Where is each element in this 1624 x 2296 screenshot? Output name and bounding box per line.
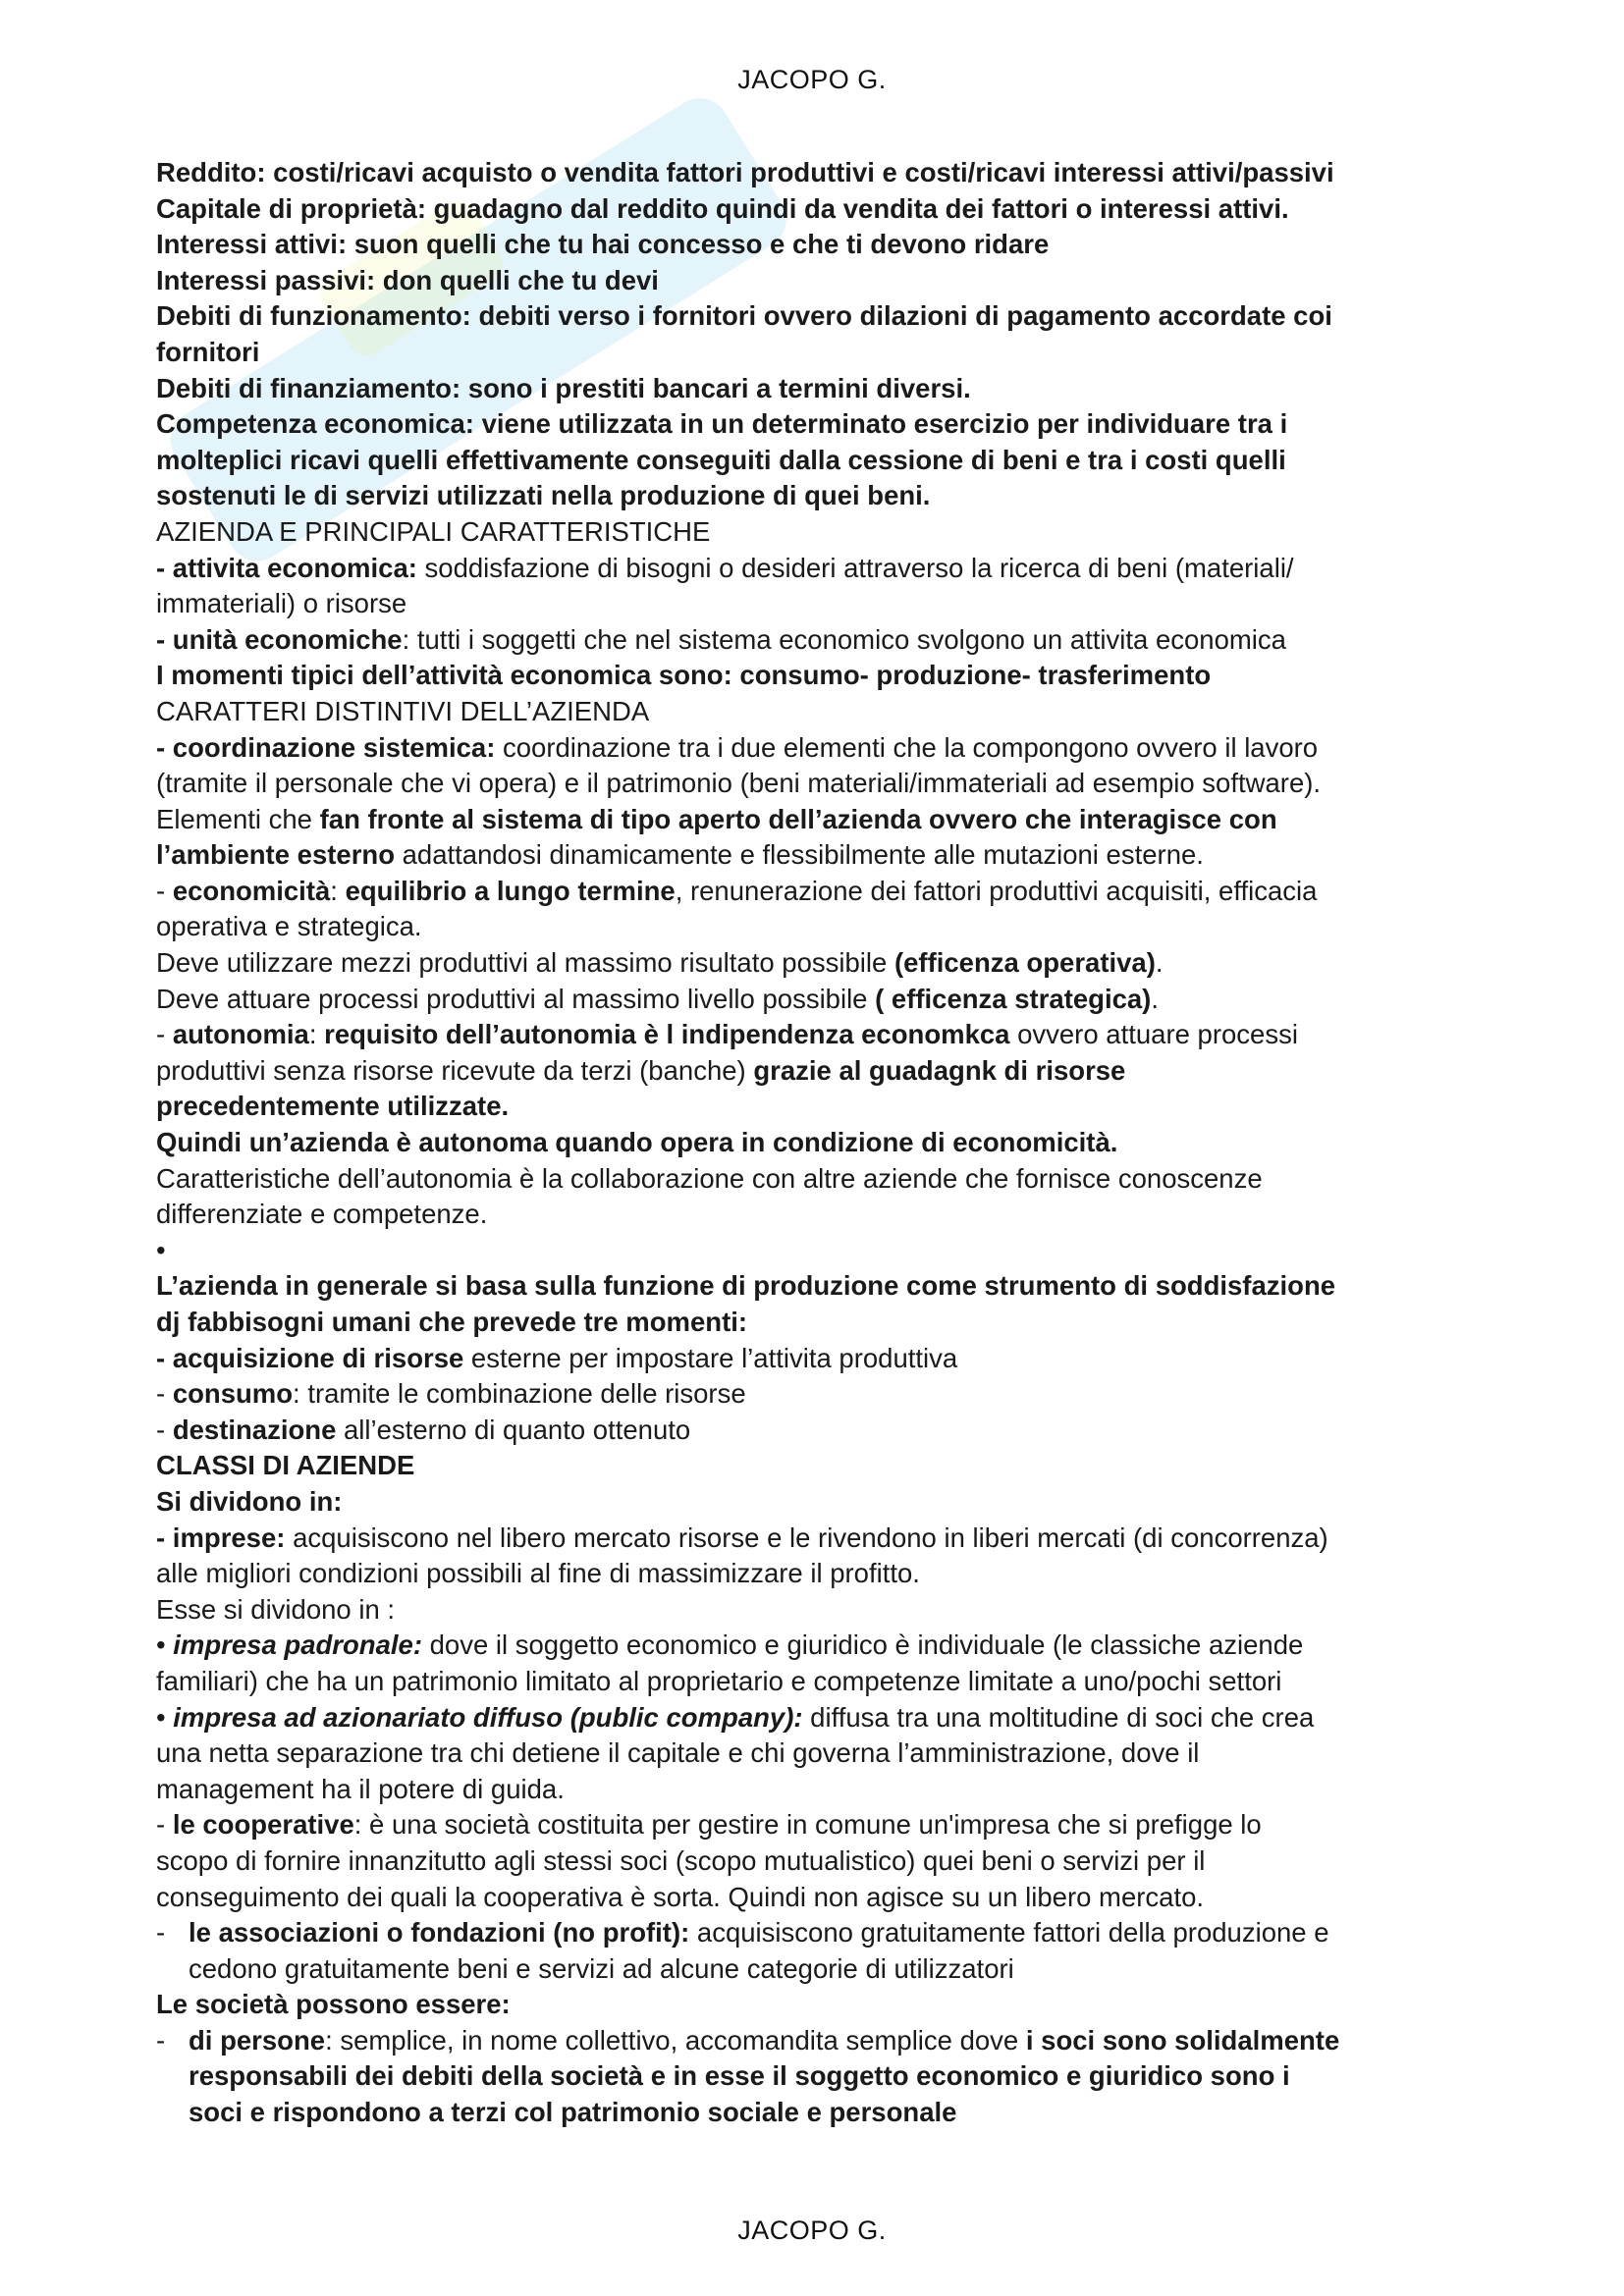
text-segment: - unità economiche	[156, 623, 403, 655]
text-segment: -	[156, 1414, 173, 1445]
text-line	[156, 1664, 1491, 1700]
text-line	[156, 298, 1491, 335]
text-segment: (tramite il personale che vi opera) e il patrimonio (beni materiali/immateriali ad esempio software).	[156, 768, 1322, 799]
text-line	[156, 551, 1491, 587]
text-line	[156, 658, 1491, 694]
text-segment: Le società possono essere:	[156, 1989, 511, 2020]
text-segment: diffusa tra una moltitudine di soci che crea	[802, 1701, 1315, 1733]
text-segment: di persone	[189, 2024, 326, 2056]
text-segment: esterne per impostare l’attivita produttiva	[463, 1342, 958, 1373]
text-segment: : tramite le combinazione delle risorse	[293, 1378, 746, 1410]
text-segment: CLASSI DI AZIENDE	[156, 1450, 415, 1481]
text-segment: (efficenza operativa)	[893, 947, 1156, 979]
text-line	[156, 1807, 1491, 1843]
text-segment: : tutti i soggetti che nel sistema economico svolgono un attivita economica	[402, 623, 1286, 655]
text-segment: - imprese:	[156, 1522, 286, 1553]
text-segment: operativa e strategica.	[156, 911, 422, 942]
text-line	[156, 1735, 1491, 1772]
text-line	[156, 1053, 1491, 1090]
text-segment: molteplici ricavi quelli effettivamente conseguiti dalla cessione di beni e tra i costi quelli	[156, 444, 1286, 475]
text-segment: grazie al guadagnk di risorse	[753, 1054, 1126, 1086]
text-line	[156, 982, 1491, 1018]
text-line	[156, 837, 1491, 874]
text-segment: AZIENDA E PRINCIPALI CARATTERISTICHE	[156, 515, 711, 547]
text-segment: management ha il potere di guida.	[156, 1773, 565, 1804]
text-segment: •	[156, 1701, 174, 1733]
text-segment: conseguimento dei quali la cooperativa è sorta. Quindi non agisce su un libero mercato.	[156, 1881, 1205, 1912]
text-segment: .	[1151, 983, 1159, 1014]
text-segment: differenziate e competenze.	[156, 1199, 488, 1230]
text-segment: precedentemente utilizzate.	[156, 1091, 510, 1122]
text-segment: Si dividono in:	[156, 1485, 343, 1517]
text-line	[156, 1843, 1491, 1880]
text-segment: all’esterno di quanto ottenuto	[336, 1414, 691, 1445]
text-segment: Interessi attivi: suon quelli che tu hai concesso e che ti devono ridare	[156, 229, 1050, 260]
text-line	[156, 155, 1491, 191]
text-segment: familiari) che ha un patrimonio limitato al proprietario e competenze limitate a uno/pochi settori	[156, 1665, 1282, 1696]
page-header: JACOPO G.	[737, 65, 887, 94]
text-line	[156, 1233, 1491, 1269]
text-segment: Elementi che	[156, 803, 320, 834]
text-segment: , renunerazione dei fattori produttivi acquisiti, efficacia	[675, 875, 1318, 906]
text-segment: impresa ad azionariato diffuso (public company):	[173, 1701, 803, 1733]
document-body	[156, 155, 1491, 2131]
page-footer: JACOPO G.	[737, 2216, 887, 2245]
text-line	[156, 335, 1491, 371]
text-segment: Caratteristiche dell’autonomia è la collaborazione con altre aziende che fornisce conoscenze	[156, 1162, 1263, 1194]
text-line	[156, 1125, 1491, 1161]
text-line	[156, 730, 1491, 767]
text-line	[156, 443, 1491, 479]
text-segment: : è una società costituita per gestire in comune un'impresa che si prefigge lo	[353, 1809, 1262, 1841]
text-line	[156, 2023, 1491, 2059]
text-line	[156, 1197, 1491, 1233]
text-segment: Deve attuare processi produttivi al massimo livello possibile	[156, 983, 876, 1014]
text-line	[156, 1592, 1491, 1629]
text-line	[156, 514, 1491, 551]
text-line	[156, 1484, 1491, 1521]
text-segment: Deve utilizzare mezzi produttivi al massimo risultato possibile	[156, 947, 894, 979]
text-segment: sostenuti le di servizi utilizzati nella produzione di quei beni.	[156, 480, 931, 511]
text-segment: Competenza economica: viene utilizzata in un determinato esercizio per individuare tra i	[156, 408, 1288, 440]
text-line	[156, 191, 1491, 228]
text-segment: acquisiscono gratuitamente fattori della produzione e	[689, 1917, 1329, 1949]
text-segment: le associazioni o fondazioni (no profit):	[189, 1917, 690, 1949]
text-segment: soddisfazione di bisogni o desideri attraverso la ricerca di beni (materiali/	[416, 552, 1294, 583]
text-segment: impresa padronale:	[173, 1629, 422, 1661]
text-line	[156, 802, 1491, 838]
text-segment: Debiti di funzionamento: debiti verso i fornitori ovvero dilazioni di pagamento accordate coi	[156, 300, 1332, 332]
text-segment: Capitale di proprietà: guadagno dal reddito quindi da vendita dei fattori o interessi attivi.	[156, 192, 1289, 224]
text-segment: adattandosi dinamicamente e flessibilmente alle mutazioni esterne.	[395, 839, 1204, 871]
text-segment: acquisiscono nel libero mercato risorse e le rivendono in liberi mercati (di concorrenza)	[285, 1522, 1328, 1553]
text-line	[156, 2058, 1491, 2095]
dash-bullet: -	[156, 2024, 166, 2056]
text-line	[156, 1700, 1491, 1736]
text-line	[156, 874, 1491, 910]
text-segment: fornitori	[156, 336, 260, 367]
text-segment: ( efficenza strategica)	[875, 983, 1152, 1014]
text-segment: produttivi senza risorse ricevute da terzi (banche)	[156, 1054, 754, 1086]
text-line	[156, 1089, 1491, 1125]
text-segment: autonomia	[172, 1019, 309, 1050]
text-segment: l’ambiente esterno	[156, 839, 395, 871]
text-line	[156, 1951, 1491, 1988]
text-line	[156, 263, 1491, 299]
text-segment: : semplice, in nome collettivo, accomandita semplice dove	[325, 2024, 1026, 2056]
text-segment: dj fabbisogni umani che prevede tre momenti:	[156, 1307, 748, 1337]
text-segment: - attivita economica:	[156, 552, 417, 583]
text-line	[156, 1556, 1491, 1592]
text-line	[156, 1341, 1491, 1377]
text-segment: •	[156, 1234, 166, 1265]
text-line	[156, 622, 1491, 659]
text-line	[156, 406, 1491, 443]
text-segment: soci e rispondono a terzi col patrimonio sociale e personale	[189, 2097, 957, 2128]
text-segment: Esse si dividono in :	[156, 1593, 396, 1625]
text-segment: - acquisizione di risorse	[156, 1342, 464, 1373]
text-segment: -	[156, 875, 173, 906]
text-segment: Quindi un’azienda è autonoma quando opera in condizione di economicità.	[156, 1127, 1118, 1158]
text-segment: -	[156, 1378, 173, 1410]
text-segment: Debiti di finanziamento: sono i prestiti bancari a termini diversi.	[156, 372, 971, 403]
text-line	[156, 1448, 1491, 1484]
text-segment: I momenti tipici dell’attività economica sono: consumo- produzione- trasferimento	[156, 660, 1212, 691]
text-segment: responsabili dei debiti della società e in esse il soggetto economico e giuridico sono i	[189, 2060, 1290, 2092]
text-segment: CARATTERI DISTINTIVI DELL’AZIENDA	[156, 695, 650, 726]
text-segment: •	[156, 1629, 174, 1661]
text-segment: :	[330, 875, 346, 906]
text-segment: cedono gratuitamente beni e servizi ad alcune categorie di utilizzatori	[189, 1952, 1014, 1984]
text-line	[156, 1521, 1491, 1557]
text-segment: le cooperative	[172, 1809, 354, 1841]
text-line	[156, 478, 1491, 514]
text-line	[156, 1161, 1491, 1198]
text-line	[156, 766, 1491, 802]
text-segment: dove il soggetto economico e giuridico è individuale (le classiche aziende	[421, 1629, 1304, 1661]
text-segment: Reddito: costi/ricavi acquisto o vendita fattori produttivi e costi/ricavi interessi attivi/passivi	[156, 157, 1334, 187]
text-segment: scopo di fornire innanzitutto agli stessi soci (scopo mutualistico) quei beni o servizi per il	[156, 1844, 1206, 1876]
text-segment: i soci sono solidalmente	[1025, 2024, 1340, 2056]
text-segment: equilibrio a lungo termine	[345, 875, 676, 906]
text-line	[156, 2095, 1491, 2131]
text-segment: .	[1155, 947, 1164, 979]
text-line	[156, 945, 1491, 982]
text-segment: Interessi passivi: don quelli che tu devi	[156, 264, 659, 295]
text-segment: consumo	[172, 1378, 294, 1410]
text-segment: economicità	[172, 875, 331, 906]
text-line	[156, 1628, 1491, 1664]
text-line	[156, 694, 1491, 730]
text-line	[156, 1017, 1491, 1053]
text-segment: :	[308, 1019, 325, 1050]
text-segment: alle migliori condizioni possibili al fine di massimizzare il profitto.	[156, 1558, 920, 1589]
text-line	[156, 1880, 1491, 1916]
text-segment: immateriali) o risorse	[156, 588, 407, 619]
text-line	[156, 1772, 1491, 1808]
text-segment: una netta separazione tra chi detiene il capitale e chi governa l’amministrazione, dove il	[156, 1737, 1200, 1769]
text-line	[156, 1268, 1491, 1305]
text-line	[156, 1376, 1491, 1413]
text-line	[156, 1987, 1491, 2023]
text-line	[156, 371, 1491, 407]
text-line	[156, 586, 1491, 622]
text-line	[156, 227, 1491, 263]
text-line	[156, 909, 1491, 945]
text-segment: destinazione	[172, 1414, 337, 1445]
text-segment: fan fronte al sistema di tipo aperto dell’azienda ovvero che interagisce con	[319, 803, 1277, 834]
text-segment: ovvero attuare processi	[1009, 1019, 1298, 1050]
text-line	[156, 1305, 1491, 1341]
text-line	[156, 1915, 1491, 1951]
text-segment: - coordinazione sistemica:	[156, 731, 496, 763]
dash-bullet: -	[156, 1917, 166, 1949]
text-segment: requisito dell’autonomia è l indipendenza economkca	[324, 1019, 1010, 1050]
text-segment: -	[156, 1019, 173, 1050]
text-segment: coordinazione tra i due elementi che la compongono ovvero il lavoro	[495, 731, 1319, 763]
text-segment: -	[156, 1809, 173, 1841]
text-line	[156, 1413, 1491, 1449]
text-segment: L’azienda in generale si basa sulla funzione di produzione come strumento di soddisfazione	[156, 1270, 1336, 1302]
